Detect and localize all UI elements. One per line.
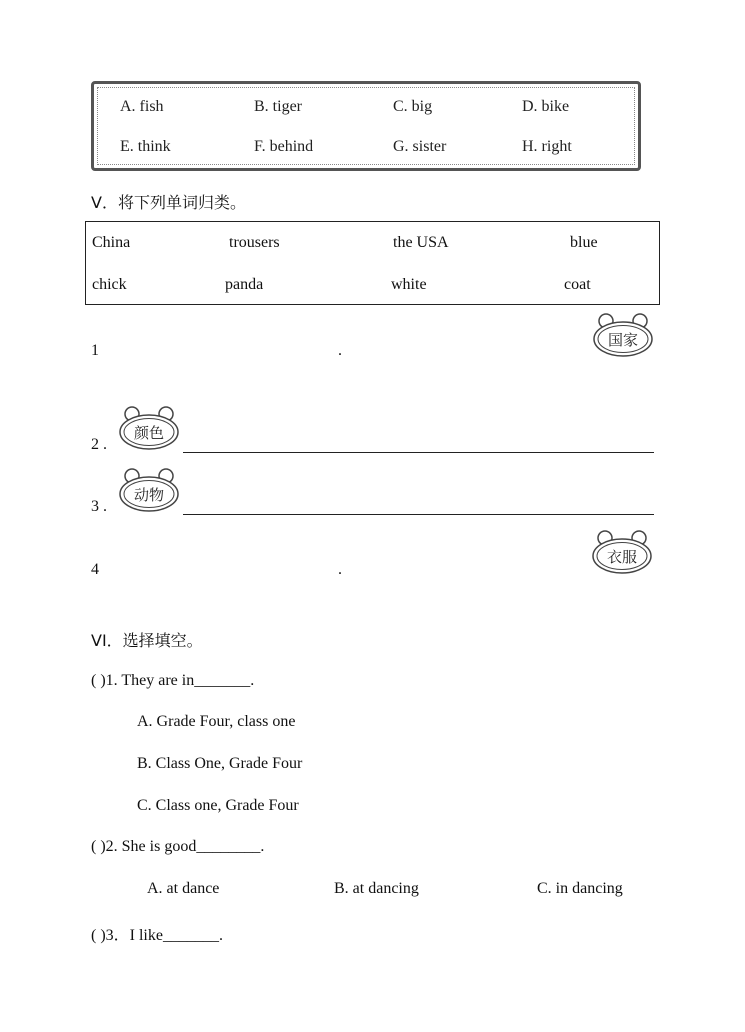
word-option: H. right: [522, 138, 572, 155]
sort-word: white: [391, 276, 427, 293]
sort-word-box: [85, 221, 660, 305]
question-3-stem: ( )3．I like_______.: [91, 927, 223, 944]
frog-badge-color: [118, 405, 180, 451]
section-5-title: V．将下列单词归类。: [91, 193, 246, 212]
word-option: B. tiger: [254, 98, 302, 115]
answer-line[interactable]: [183, 514, 654, 515]
question-1-option-b: B. Class One, Grade Four: [137, 755, 303, 772]
question-2-stem: ( )2. She is good________.: [91, 838, 265, 855]
answer-line[interactable]: [183, 452, 654, 453]
question-2-option-c: C. in dancing: [537, 880, 623, 897]
question-2-option-b: B. at dancing: [334, 880, 419, 897]
question-1-option-c: C. Class one, Grade Four: [137, 797, 299, 814]
item-1-end: .: [338, 342, 342, 359]
item-3-number: 3 .: [91, 498, 107, 515]
word-option: E. think: [120, 138, 171, 155]
sort-word: coat: [564, 276, 591, 293]
item-4-end: .: [338, 561, 342, 578]
sort-word: panda: [225, 276, 264, 293]
item-1-number: 1: [91, 342, 99, 359]
word-option: G. sister: [393, 138, 447, 155]
frog-badge-clothes: [591, 529, 653, 575]
sort-word: trousers: [229, 234, 280, 251]
sort-word: chick: [92, 276, 127, 293]
sort-word: blue: [570, 234, 598, 251]
frog-badge-animal: [118, 467, 180, 513]
item-2-number: 2 .: [91, 436, 107, 453]
question-1-stem: ( )1. They are in_______.: [91, 672, 255, 689]
badge-label: 动物: [133, 486, 164, 504]
badge-label: 国家: [607, 331, 638, 349]
item-4-number: 4: [91, 561, 99, 578]
word-option: A. fish: [120, 98, 164, 115]
sort-word: the USA: [393, 234, 449, 251]
question-1-option-a: A. Grade Four, class one: [137, 713, 296, 730]
word-bank-box: [91, 81, 641, 171]
word-option: D. bike: [522, 98, 570, 115]
section-6-title: VI．选择填空。: [91, 631, 203, 650]
frog-badge-country: [592, 312, 654, 358]
badge-label: 颜色: [133, 424, 164, 442]
badge-label: 衣服: [606, 548, 637, 566]
word-option: F. behind: [254, 138, 314, 155]
sort-word: China: [92, 234, 131, 251]
question-2-option-a: A. at dance: [147, 880, 220, 897]
word-option: C. big: [393, 98, 433, 115]
